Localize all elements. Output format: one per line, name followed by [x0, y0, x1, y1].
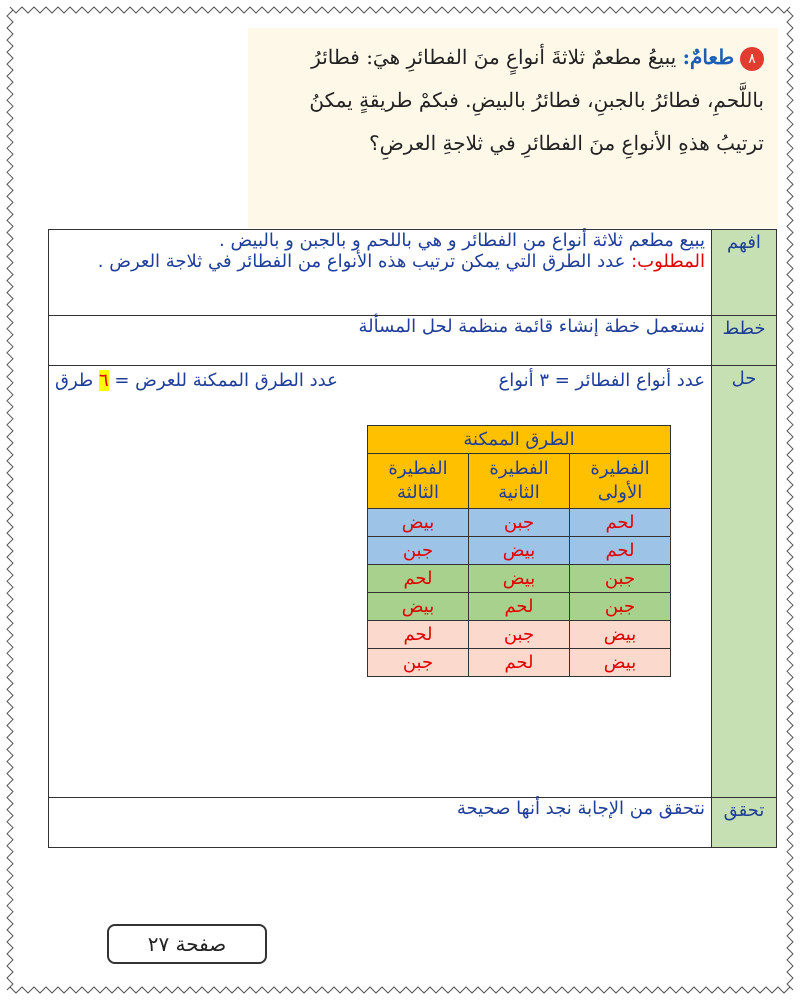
types-count: عدد أنواع الفطائر = ٣ أنواع	[498, 370, 705, 391]
table-row	[368, 509, 671, 537]
problem-text: يبيعُ مطعمٌ ثلاثةَ أنواعٍ منَ الفطائرِ هيَ: فطائرُ باللَّحمِ، فطائرُ بالجبنِ، فطائرُ بالبيضِ. فبكمْ طريقةٍ يمكنُ ترتيبُ هذهِ الأنواعِ منَ الفطائرِ في ثلاجةِ العرضِ؟	[309, 45, 764, 155]
required-text: عدد الطرق التي يمكن ترتيب هذه الأنواع من الفطائر في ثلاجة العرض .	[97, 251, 632, 272]
ways-value: ٦	[98, 370, 109, 391]
plan-text: نستعمل خطة إنشاء قائمة منظمة لحل المسألة	[49, 316, 712, 366]
table-cell: لحم	[570, 509, 671, 537]
ways-count: عدد الطرق الممكنة للعرض = ٦ طرق	[55, 370, 338, 391]
table-cell: بيض	[570, 621, 671, 649]
step-label: تحقق	[712, 798, 777, 848]
solve-summary	[55, 370, 705, 391]
column-header: الفطيرة الثانية	[469, 454, 570, 509]
step-content	[49, 230, 712, 316]
table-cell: جبن	[368, 537, 469, 565]
table-cell: لحم	[570, 537, 671, 565]
step-solve	[49, 366, 777, 798]
table-cell: لحم	[368, 621, 469, 649]
table-row	[368, 621, 671, 649]
check-text: نتحقق من الإجابة نجد أنها صحيحة	[49, 798, 712, 848]
table-cell: جبن	[368, 649, 469, 677]
table-row	[368, 537, 671, 565]
step-label: افهم	[712, 230, 777, 316]
step-label: حل	[712, 366, 777, 798]
problem-statement	[248, 28, 778, 228]
table-cell: جبن	[570, 593, 671, 621]
table-cell: جبن	[570, 565, 671, 593]
table-cell: لحم	[469, 649, 570, 677]
table-row	[368, 593, 671, 621]
table-cell: لحم	[469, 593, 570, 621]
table-row	[368, 649, 671, 677]
possible-ways-table	[367, 425, 671, 677]
table-cell: جبن	[469, 621, 570, 649]
problem-number-badge: ٨	[740, 47, 764, 71]
step-label: خطط	[712, 316, 777, 366]
step-understand	[49, 230, 777, 316]
step-plan	[49, 316, 777, 366]
table-row	[368, 565, 671, 593]
solution-steps-table	[48, 229, 777, 848]
required-label: المطلوب:	[631, 251, 705, 272]
solve-content	[49, 366, 712, 798]
table-cell: بيض	[368, 509, 469, 537]
column-header: الفطيرة الأولى	[570, 454, 671, 509]
table-cell: بيض	[570, 649, 671, 677]
column-header: الفطيرة الثالثة	[368, 454, 469, 509]
required-line	[55, 251, 705, 272]
table-cell: جبن	[469, 509, 570, 537]
table-cell: لحم	[368, 565, 469, 593]
table-cell: بيض	[469, 565, 570, 593]
problem-keyword: طعامٌ:	[682, 45, 734, 69]
ways-table-title: الطرق الممكنة	[368, 426, 671, 454]
table-cell: بيض	[469, 537, 570, 565]
step-check	[49, 798, 777, 848]
understand-line: يبيع مطعم ثلاثة أنواع من الفطائر و هي باللحم و بالجبن و بالبيض .	[219, 230, 705, 251]
table-cell: بيض	[368, 593, 469, 621]
page-number-label: صفحة ٢٧	[107, 924, 267, 964]
